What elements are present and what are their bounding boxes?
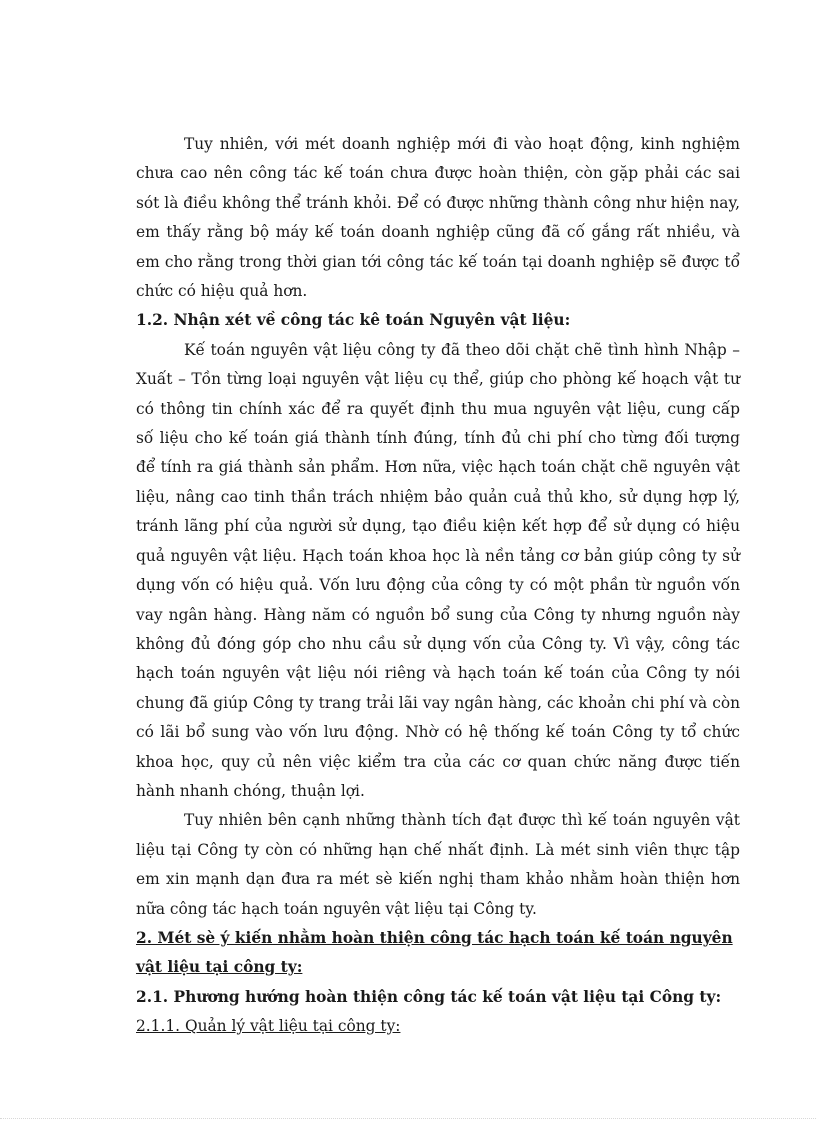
paragraph-assessment: Kế toán nguyên vật liệu công ty đã theo dõi chặt chẽ tình hình Nhập – Xuất – Tồn từng loại nguyên vật liệu cụ thể, giúp cho phòng kế hoạch vật tư có thông tin chính xác để ra quyết định thu mua nguyên vật liệu, cung cấp số liệu cho kế toán giá thành tính đúng, tính đủ chi phí cho từng đối tượng để tính ra giá thành sản phẩm. Hơn nữa, việc hạch toán chặt chẽ nguyên vật liệu, nâng cao tinh thần trách nhiệm bảo quản cuả thủ kho, sử dụng hợp lý, tránh lãng phí của người sử dụng, tạo điều kiện kết hợp để sử dụng có hiệu quả nguyên vật liệu. Hạch toán khoa học là nền tảng cơ bản giúp công ty sử dụng vốn có hiệu quả. Vốn lưu động của công ty có một phần từ nguồn vốn vay ngân hàng. Hàng năm có nguồn bổ sung của Công ty nhưng nguồn này không đủ đóng góp cho nhu cầu sử dụng vốn của Công ty. Vì vậy, công tác hạch toán nguyên vật liệu nói riêng và hạch toán kế toán của Công ty nói chung đã giúp Công ty trang trải lãi vay ngân hàng, các khoản chi phí và còn có lãi bổ sung vào vốn lưu động. Nhờ có hệ thống kế toán Công ty tổ chức khoa học, quy củ nên việc kiểm tra của các cơ quan chức năng được tiến hành nhanh chóng, thuận lợi.	[136, 340, 740, 800]
heading-section-2: 2. Mét sè ý kiến nhằm hoàn thiện công tác hạch toán kế toán nguyên vật liệu tại công ty:	[136, 928, 733, 977]
page-bottom-border	[0, 1118, 816, 1119]
heading-section-2-1: 2.1. Phương hướng hoàn thiện công tác kế toán vật liệu tại Công ty:	[136, 987, 722, 1006]
document-page	[136, 130, 740, 1042]
heading-section-2-1-1: 2.1.1. Quản lý vật liệu tại công ty:	[136, 1017, 401, 1036]
heading-section-1-2: 1.2. Nhận xét về công tác kê toán Nguyên vật liệu:	[136, 311, 571, 330]
paragraph-limitations: Tuy nhiên bên cạnh những thành tích đạt được thì kế toán nguyên vật liệu tại Công ty còn có những hạn chế nhất định. Là mét sinh viên thực tập em xin mạnh dạn đưa ra mét sè kiến nghị tham khảo nhằm hoàn thiện hơn nữa công tác hạch toán nguyên vật liệu tại Công ty.	[136, 811, 740, 918]
paragraph-intro: Tuy nhiên, với mét doanh nghiệp mới đi vào hoạt động, kinh nghiệm chưa cao nên công tác kế toán chưa được hoàn thiện, còn gặp phải các sai sót là điều không thể tránh khỏi. Để có được những thành công như hiện nay, em thấy rằng bộ máy kế toán doanh nghiệp cũng đã cố gắng rất nhiều, và em cho rằng trong thời gian tới công tác kế toán tại doanh nghiệp sẽ được tổ chức có hiệu quả hơn.	[136, 135, 740, 301]
